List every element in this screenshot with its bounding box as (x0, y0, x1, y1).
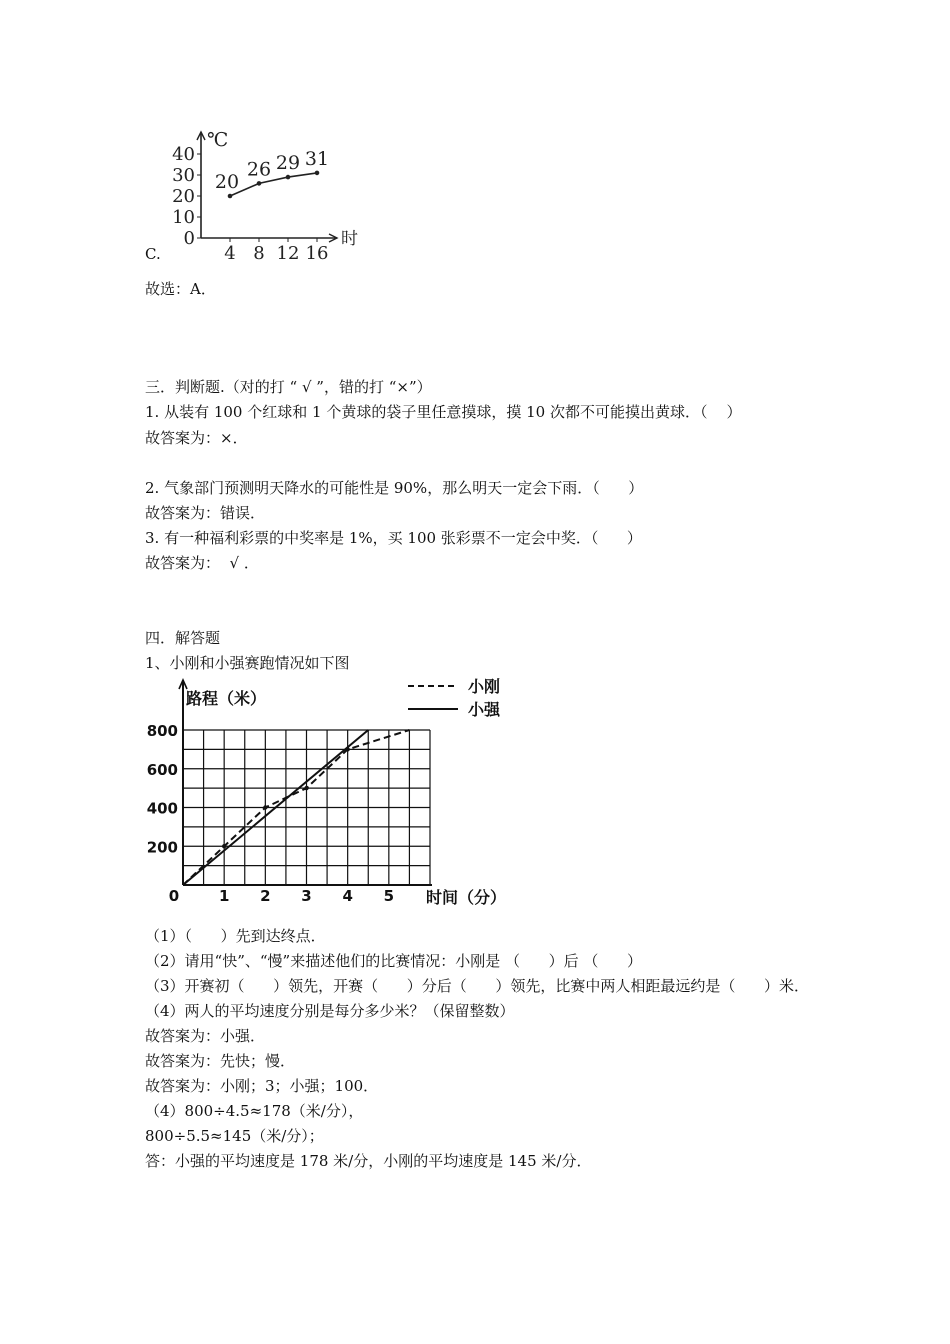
series-point (345, 747, 349, 751)
series-point (263, 805, 267, 809)
answer-3: 故答案为： √ ． (145, 554, 259, 572)
option-c-label: C. (145, 245, 161, 263)
y-unit-label: ℃ (207, 129, 229, 151)
x-axis-label: 时间（分） (426, 888, 507, 907)
x-tick-label: 1 (218, 887, 230, 905)
series-point (304, 786, 308, 790)
section-heading: 三．判断题.（对的打 “ √ ”，错的打 “×”） (145, 378, 432, 396)
x-tick-label: 5 (383, 887, 395, 905)
y-tick-label: 40 (172, 144, 195, 165)
legend-label: 小刚 (468, 677, 501, 696)
temperature-point (286, 175, 291, 180)
data-label: 29 (275, 152, 301, 175)
y-tick-label: 0 (183, 228, 195, 249)
x-tick-label: 16 (305, 243, 329, 264)
answer-sub-1: 故答案为：小强． (145, 1027, 266, 1045)
race-chart (140, 672, 530, 912)
y-axis-label: 路程（米） (186, 689, 267, 708)
x-tick-label: 4 (224, 243, 236, 264)
x-tick-label: 3 (301, 887, 312, 905)
temperature-line (230, 173, 317, 196)
data-label: 26 (246, 158, 272, 181)
y-tick-label: 30 (172, 165, 195, 186)
x-tick-label: 4 (342, 887, 353, 905)
data-label: 20 (214, 171, 240, 193)
temperature-chart (165, 120, 375, 265)
sub-question-1: （1）（ ）先到达终点． (145, 927, 326, 945)
question-3: 3. 有一种福利彩票的中奖率是 1%，买 100 张彩票不一定会中奖．（ ） (145, 529, 642, 547)
sub-question-2: （2）请用“快”、“慢”来描述他们的比赛情况：小刚是 （ ）后 （ ） (145, 952, 642, 970)
y-tick-label: 10 (172, 207, 195, 228)
answer-line: 故选：A． (145, 280, 216, 298)
answer-2: 故答案为：错误． (145, 504, 266, 522)
y-tick-label: 200 (146, 838, 178, 857)
answer-sub-4-line-1: （4）800÷4.5≈178（米/分）， (145, 1102, 364, 1120)
sub-question-4: （4）两人的平均速度分别是每分多少米？（保留整数） (145, 1002, 515, 1020)
answer-sub-4-line-2: 800÷5.5≈145（米/分）； (145, 1127, 324, 1145)
x-tick-label: 12 (276, 243, 300, 264)
answer-1: 故答案为：×． (145, 429, 248, 447)
temperature-point (228, 194, 233, 199)
section-heading-4: 四．解答题 (145, 629, 221, 647)
series-point (222, 844, 226, 848)
x-tick-label: 8 (253, 243, 265, 264)
problem-intro: 1、小刚和小强赛跑情况如下图 (145, 654, 350, 672)
answer-sub-3: 故答案为：小刚；3；小强；100． (145, 1077, 379, 1095)
y-tick-label: 20 (172, 186, 195, 207)
y-tick-label: 800 (146, 722, 178, 740)
x-tick-label: 0 (168, 887, 180, 905)
question-2: 2. 气象部门预测明天降水的可能性是 90%，那么明天一定会下雨．（ ） (145, 479, 644, 497)
x-tick-label: 2 (260, 887, 271, 905)
answer-sub-2: 故答案为：先快；慢． (145, 1052, 296, 1070)
answer-sub-4-conclusion: 答：小强的平均速度是 178 米/分，小刚的平均速度是 145 米/分． (145, 1152, 592, 1170)
sub-question-3: （3）开赛初（ ）领先，开赛（ ）分后（ ）领先，比赛中两人相距最远约是（ ）米． (145, 977, 809, 995)
temperature-point (257, 181, 262, 186)
data-label: 31 (304, 147, 330, 170)
y-tick-label: 400 (146, 799, 178, 818)
legend-label: 小强 (468, 700, 501, 719)
question-1: 1. 从装有 100 个红球和 1 个黄球的袋子里任意摸球，摸 10 次都不可能摸出黄球．（ ） (145, 403, 742, 421)
y-tick-label: 600 (146, 760, 178, 779)
temperature-point (315, 171, 320, 176)
x-unit-label: 时 (341, 229, 358, 249)
